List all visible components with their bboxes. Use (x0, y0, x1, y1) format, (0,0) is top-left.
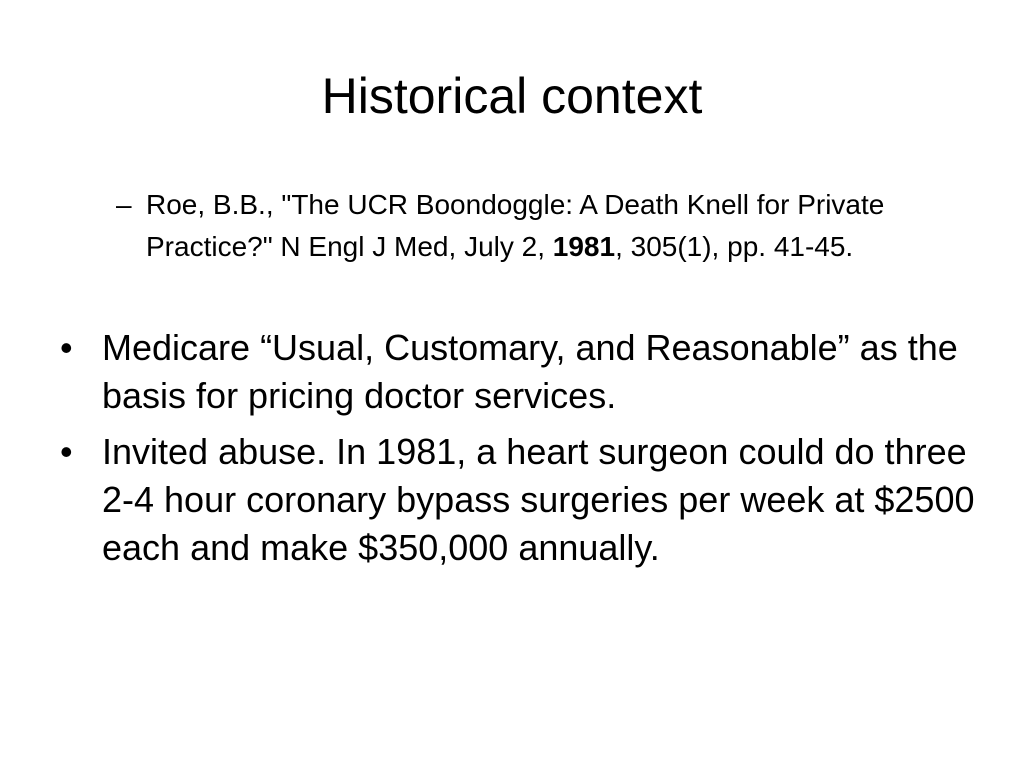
reference-citation (116, 184, 976, 268)
citation-year: 1981 (552, 231, 616, 262)
bullet-text: Medicare “Usual, Customary, and Reasonable” as the basis for pricing doctor services. (102, 327, 958, 416)
bullet-text: Invited abuse. In 1981, a heart surgeon could do three 2-4 hour coronary bypass surgeries per week at $2500 each and make $350,000 annually. (102, 431, 975, 568)
bullet-item-abuse (60, 428, 980, 572)
bullet-icon: • (60, 327, 73, 368)
bullet-list (60, 324, 980, 580)
citation-text (146, 184, 976, 268)
citation-part-1: Roe, B.B., "The UCR Boondoggle: A Death Knell for Private Practice?" N Engl J Med, July 2, (146, 189, 885, 262)
bullet-item-medicare (60, 324, 980, 420)
dash-marker: – (116, 189, 132, 220)
citation-part-2: , 305(1), pp. 41-45. (615, 231, 854, 262)
slide-title: Historical context (321, 68, 703, 124)
bullet-icon: • (60, 431, 73, 472)
